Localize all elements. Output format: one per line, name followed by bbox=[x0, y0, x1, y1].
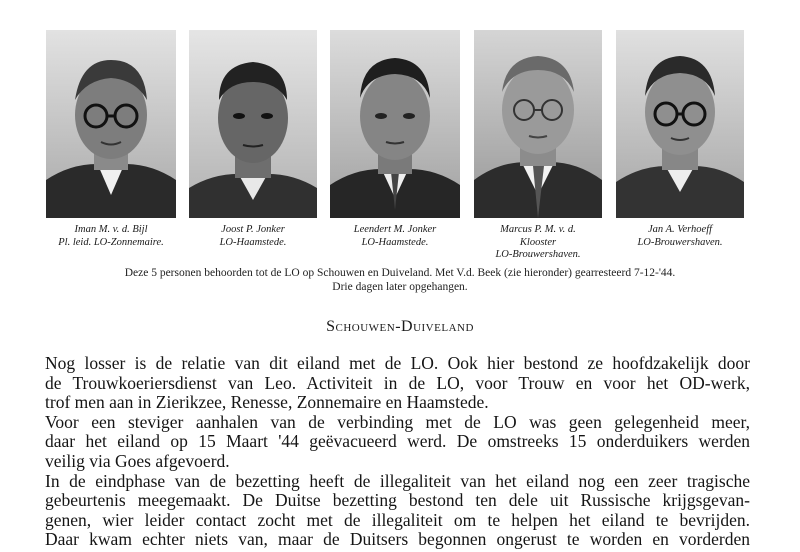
body-line: Voor een steviger aanhalen van de verbinding met de LO was geen gelegenheid meer, bbox=[45, 411, 750, 432]
photo-note-line-2: Drie dagen later opgehangen. bbox=[332, 280, 468, 293]
portrait-photo-2 bbox=[189, 30, 317, 218]
portrait-caption-5 bbox=[605, 224, 755, 249]
portrait-role: LO-Haamstede. bbox=[219, 236, 287, 248]
body-paragraphs bbox=[45, 354, 750, 550]
portrait-photo-icon bbox=[474, 30, 602, 218]
portrait-name: Jan A. Verhoeff bbox=[647, 224, 713, 235]
portrait-caption-3 bbox=[320, 224, 470, 249]
portrait-role: LO-Brouwershaven. bbox=[495, 249, 581, 260]
section-title: Schouwen-Duiveland bbox=[326, 318, 474, 335]
portrait-name: Leendert M. Jonker bbox=[353, 224, 437, 235]
body-line: In de eindphase van de bezetting heeft de illegaliteit van het eiland nog een zeer tragische bbox=[45, 470, 750, 491]
body-line: Nog losser is de relatie van dit eiland met de LO. Ook hier bestond ze hoofdzakelijk door bbox=[45, 353, 750, 373]
portrait-role: Pl. leid. LO-Zonnemaire. bbox=[58, 236, 164, 248]
body-line: daar het eiland op 15 Maart '44 geëvacueerd werd. De omstreeks 15 onderduikers werden bbox=[45, 431, 750, 452]
portrait-name: Joost P. Jonker bbox=[221, 224, 285, 235]
portrait-role: LO-Haamstede. bbox=[361, 236, 429, 248]
body-line: Daar kwam echter niets van, maar de Duitsers begonnen ongerust te worden en vorderden bbox=[45, 529, 750, 550]
portrait-photo-5 bbox=[616, 30, 744, 218]
photo-note-line-1: Deze 5 personen behoorden tot de LO op Schouwen en Duiveland. Met V.d. Beek (zie hieronder) gearresteerd 7-12-'44. bbox=[124, 267, 676, 279]
portrait-photo-icon bbox=[330, 30, 460, 218]
body-line: de Trouwkoeriersdienst van Leo. Activiteit in de LO, voor Trouw en voor het OD-werk, bbox=[45, 372, 750, 393]
portrait-role: LO-Brouwershaven. bbox=[637, 236, 723, 248]
body-line: gebeurtenis meegemaakt. De Duitse bezetting bestond ten dele uit Russische krijgsgevan- bbox=[45, 490, 750, 511]
portrait-photo-icon bbox=[189, 30, 317, 218]
photo-note bbox=[0, 267, 800, 294]
portrait-photo-3 bbox=[330, 30, 460, 218]
portrait-photo-1 bbox=[46, 30, 176, 218]
body-line: genen, wier leider contact zocht met de illegaliteit om te helpen het eiland te bevrijden. bbox=[45, 509, 750, 530]
portrait-caption-2 bbox=[178, 224, 328, 249]
body-line: trof men aan in Zierikzee, Renesse, Zonnemaire en Haamstede. bbox=[45, 392, 489, 413]
portrait-caption-1 bbox=[36, 224, 186, 249]
portrait-photo-icon bbox=[616, 30, 744, 218]
portrait-row bbox=[0, 0, 800, 260]
body-line: veilig via Goes afgevoerd. bbox=[45, 450, 230, 471]
portrait-name: Iman M. v. d. Bijl bbox=[74, 224, 148, 235]
portrait-name: Marcus P. M. v. d. bbox=[500, 224, 576, 235]
portrait-name-continued: Klooster bbox=[519, 236, 557, 248]
portrait-caption-4 bbox=[463, 224, 613, 262]
portrait-photo-icon bbox=[46, 30, 176, 218]
portrait-photo-4 bbox=[474, 30, 602, 218]
